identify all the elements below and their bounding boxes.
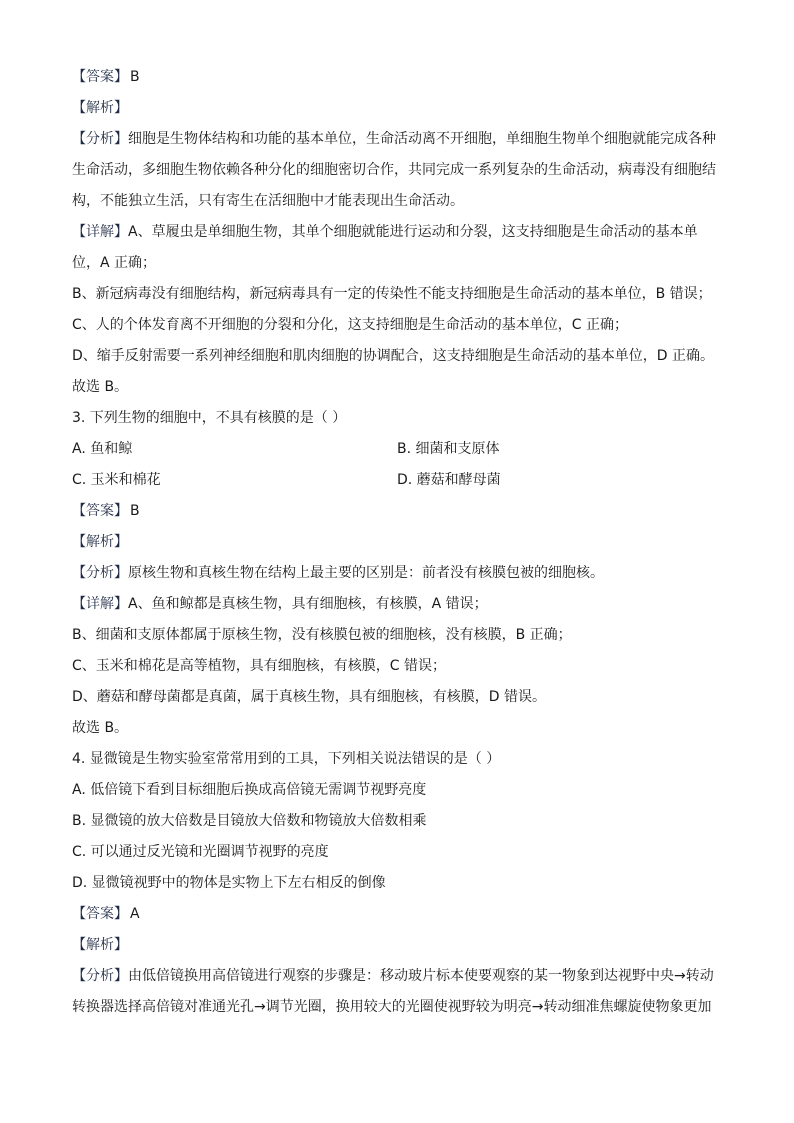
fenxi-line — [72, 124, 722, 155]
xiangjie-line — [72, 217, 722, 248]
answer-line — [72, 62, 722, 93]
fenxi-text: 原核生物和真核生物在结构上最主要的区别是：前者没有核膜包被的细胞核。 — [128, 565, 604, 581]
xiangjie-text: A、鱼和鲸都是真核生物，具有细胞核，有核膜，A 错误； — [128, 596, 488, 612]
fenxi-text: 细胞是生物体结构和功能的基本单位，生命活动离不开细胞，单细胞生物单个细胞就能完成各种 — [128, 131, 716, 147]
answer-tag: 【答案】 — [72, 69, 128, 85]
option-b: B. 细菌和支原体 — [397, 441, 500, 457]
option-a: A. 鱼和鲸 — [72, 441, 133, 457]
fenxi-line — [72, 558, 722, 589]
option-a: A. 低倍镜下看到目标细胞后换成高倍镜无需调节视野亮度 — [72, 782, 427, 798]
fenxi-tag: 【分析】 — [72, 565, 128, 581]
option-explanation: C、玉米和棉花是高等植物，具有细胞核，有核膜，C 错误； — [72, 658, 446, 674]
fenxi-tag: 【分析】 — [72, 968, 128, 984]
xiangjie-line: 位，A 正确； — [72, 255, 157, 271]
xiangjie-tag: 【详解】 — [72, 224, 128, 240]
option-explanation: D、缩手反射需要一系列神经细胞和肌肉细胞的协调配合，这支持细胞是生命活动的基本单位，D 正确。 — [72, 348, 715, 364]
fenxi-line: 生命活动，多细胞生物依赖各种分化的细胞密切合作，共同完成一系列复杂的生命活动，病毒没有细胞结 — [72, 162, 716, 178]
xiangjie-line — [72, 589, 722, 620]
question-stem: 4. 显微镜是生物实验室常常用到的工具，下列相关说法错误的是（ ） — [72, 751, 501, 767]
xiangjie-text: A、草履虫是单细胞生物，其单个细胞就能进行运动和分裂，这支持细胞是生命活动的基本单 — [128, 224, 698, 240]
conclusion: 故选 B。 — [72, 379, 129, 395]
analysis-tag: 【解析】 — [72, 534, 128, 550]
analysis-heading — [72, 527, 722, 558]
answer-line — [72, 899, 722, 930]
option-c: C. 可以通过反光镜和光圈调节视野的亮度 — [72, 844, 329, 860]
option-b: B. 显微镜的放大倍数是目镜放大倍数和物镜放大倍数相乘 — [72, 813, 427, 829]
option-d: D. 显微镜视野中的物体是实物上下左右相反的倒像 — [72, 875, 386, 891]
answer-tag: 【答案】 — [72, 906, 128, 922]
xiangjie-tag: 【详解】 — [72, 596, 128, 612]
option-c: C. 玉米和棉花 — [72, 472, 161, 488]
fenxi-line — [72, 961, 722, 992]
option-explanation: C、人的个体发育离不开细胞的分裂和分化，这支持细胞是生命活动的基本单位，C 正确； — [72, 317, 628, 333]
analysis-tag: 【解析】 — [72, 100, 128, 116]
fenxi-line: 转换器选择高倍镜对准通光孔→调节光圈，换用较大的光圈使视野较为明亮→转动细准焦螺旋使物象更加 — [72, 999, 712, 1015]
fenxi-text: 由低倍镜换用高倍镜进行观察的步骤是：移动玻片标本使要观察的某一物象到达视野中央→转动 — [128, 968, 714, 984]
option-explanation: B、细菌和支原体都属于原核生物，没有核膜包被的细胞核，没有核膜，B 正确； — [72, 627, 572, 643]
options-row — [72, 465, 722, 496]
fenxi-line: 构，不能独立生活，只有寄生在活细胞中才能表现出生命活动。 — [72, 193, 464, 209]
answer-value: A — [130, 906, 140, 922]
analysis-heading — [72, 930, 722, 961]
analysis-heading — [72, 93, 722, 124]
option-explanation: D、蘑菇和酵母菌都是真菌，属于真核生物，具有细胞核，有核膜，D 错误。 — [72, 689, 547, 705]
question-stem: 3. 下列生物的细胞中，不具有核膜的是（ ） — [72, 410, 347, 426]
analysis-tag: 【解析】 — [72, 937, 128, 953]
options-row — [72, 434, 722, 465]
answer-line — [72, 496, 722, 527]
document-page — [72, 62, 722, 1023]
option-explanation: B、新冠病毒没有细胞结构，新冠病毒具有一定的传染性不能支持细胞是生命活动的基本单位，B 错误； — [72, 286, 712, 302]
answer-tag: 【答案】 — [72, 503, 128, 519]
conclusion: 故选 B。 — [72, 720, 129, 736]
option-d: D. 蘑菇和酵母菌 — [397, 472, 501, 488]
fenxi-tag: 【分析】 — [72, 131, 128, 147]
answer-value: B — [130, 69, 140, 85]
answer-value: B — [130, 503, 140, 519]
